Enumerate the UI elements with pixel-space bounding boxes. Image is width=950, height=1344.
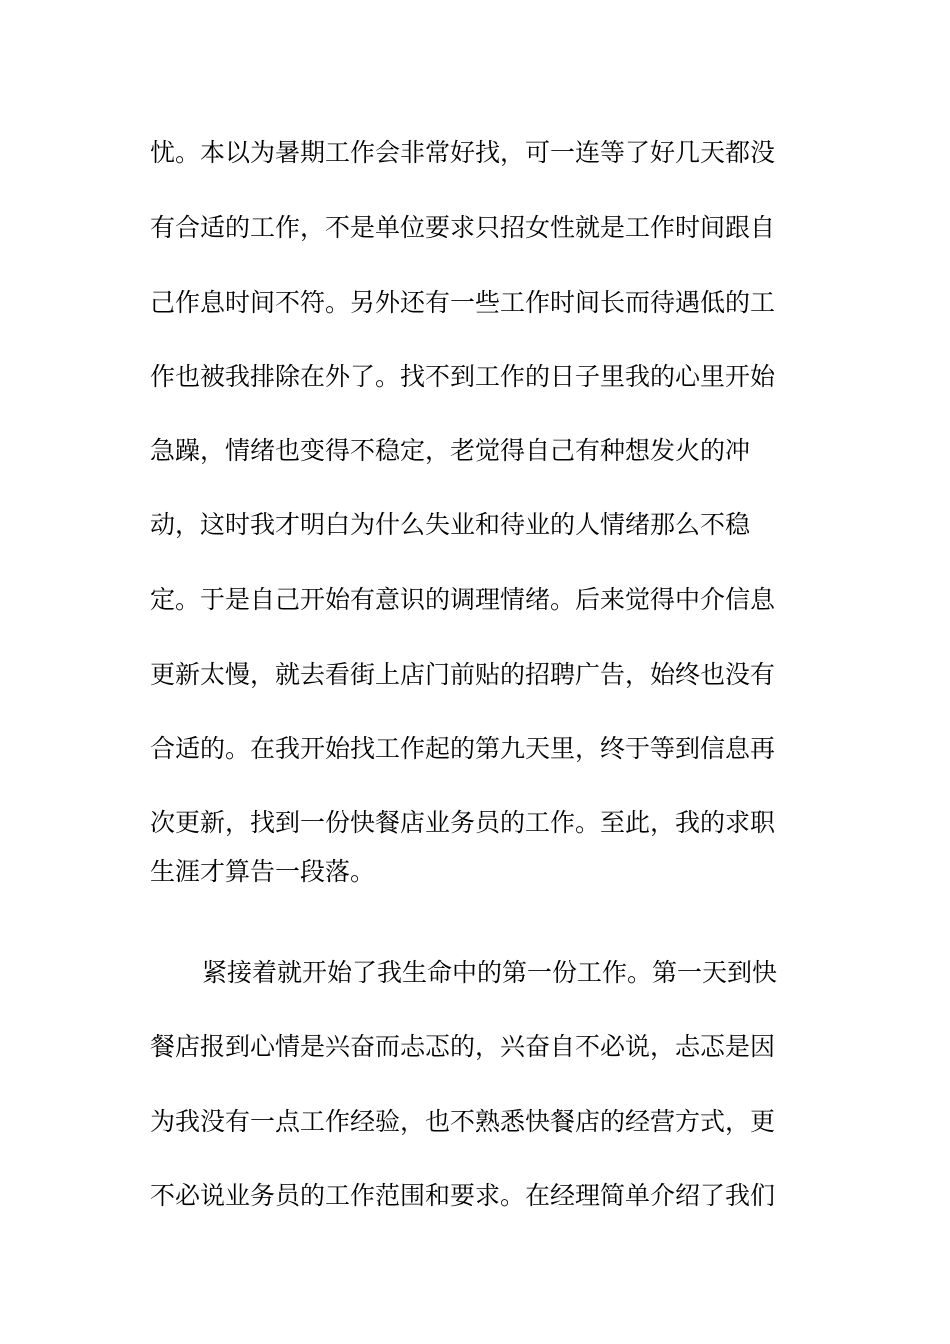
text-line: 不必说业务员的工作范围和要求。在经理简单介绍了我们 — [150, 1181, 776, 1210]
text-line: 生涯才算告一段落。 — [150, 857, 376, 886]
text-line: 己作息时间不符。另外还有一些工作时间长而待遇低的工 — [150, 288, 776, 317]
text-line: 有合适的工作，不是单位要求只招女性就是工作时间跟自 — [150, 213, 776, 242]
text-line: 次更新，找到一份快餐店业务员的工作。至此，我的求职 — [150, 808, 776, 837]
text-line: 急躁，情绪也变得不稳定，老觉得自己有种想发火的冲 — [150, 436, 751, 465]
text-line: 为我没有一点工作经验，也不熟悉快餐店的经营方式，更 — [150, 1107, 776, 1136]
text-line: 定。于是自己开始有意识的调理情绪。后来觉得中介信息 — [150, 585, 776, 614]
text-line: 餐店报到心情是兴奋而忐忑的，兴奋自不必说，忐忑是因 — [150, 1032, 776, 1061]
text-line: 更新太慢，就去看街上店门前贴的招聘广告，始终也没有 — [150, 660, 776, 689]
text-line: 作也被我排除在外了。找不到工作的日子里我的心里开始 — [150, 362, 776, 391]
text-line: 合适的。在我开始找工作起的第九天里，终于等到信息再 — [150, 734, 776, 763]
text-line: 忧。本以为暑期工作会非常好找，可一连等了好几天都没 — [150, 138, 776, 167]
text-line: 动，这时我才明白为什么失业和待业的人情绪那么不稳 — [150, 510, 751, 539]
text-line: 紧接着就开始了我生命中的第一份工作。第一天到快 — [202, 958, 778, 987]
